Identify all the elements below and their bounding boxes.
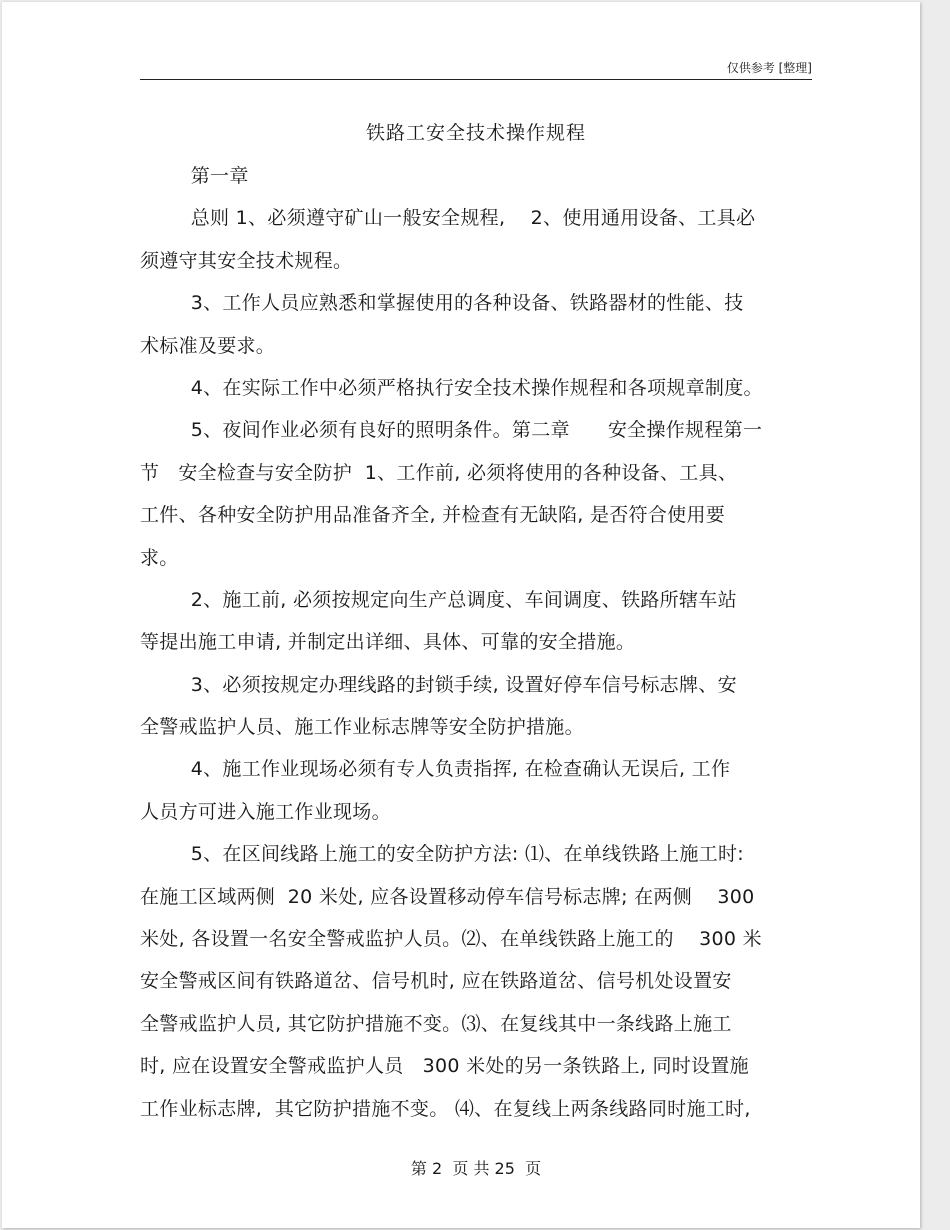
- body-line: 全警戒监护人员, 其它防护措施不变。⑶、在复线其中一条线路上施工: [140, 1012, 732, 1035]
- body-line: 全警戒监护人员、施工作业标志牌等安全防护措施。: [140, 716, 584, 739]
- body-line: 5、夜间作业必须有良好的照明条件。第二章 安全操作规程第一: [140, 419, 763, 442]
- body-line: 2、施工前, 必须按规定向生产总调度、车间调度、铁路所辖车站: [140, 588, 737, 611]
- body-line: 节 安全检查与安全防护 1、工作前, 必须将使用的各种设备、工具、: [140, 461, 738, 484]
- body-line: 术标准及要求。: [140, 334, 276, 357]
- header-label: 仅供参考 [整理]: [726, 61, 812, 75]
- body-line: 5、在区间线路上施工的安全防护方法: ⑴、在单线铁路上施工时:: [140, 843, 744, 866]
- body-line: 工作业标志牌, 其它防护措施不变。 ⑷、在复线上两条线路同时施工时,: [140, 1097, 751, 1120]
- body-line: 4、在实际工作中必须严格执行安全技术操作规程和各项规章制度。: [140, 376, 763, 399]
- body-line: 工件、各种安全防护用品准备齐全, 并检查有无缺陷, 是否符合使用要: [140, 504, 726, 527]
- body-line: 人员方可进入施工作业现场。: [140, 800, 391, 823]
- body-line: 4、施工作业现场必须有专人负责指挥, 在检查确认无误后, 工作: [140, 758, 731, 781]
- body-line: 3、工作人员应熟悉和掌握使用的各种设备、铁路器材的性能、技: [140, 292, 744, 315]
- body-line: 求。: [140, 546, 179, 569]
- body-line: 安全警戒区间有铁路道岔、信号机时, 应在铁路道岔、信号机处设置安: [140, 970, 732, 993]
- body-line: 等提出施工申请, 并制定出详细、具体、可靠的安全措施。: [140, 631, 636, 654]
- body-line: 米处, 各设置一名安全警戒监护人员。⑵、在单线铁路上施工的 300 米: [140, 928, 762, 951]
- body-line: 须遵守其安全技术规程。: [140, 249, 353, 272]
- document-body: [140, 155, 820, 1130]
- body-line: 第一章: [140, 165, 249, 187]
- header-divider: [140, 79, 812, 80]
- body-line: 时, 应在设置安全警戒监护人员 300 米处的另一条铁路上, 同时设置施: [140, 1055, 749, 1078]
- document-title: 铁路工安全技术操作规程: [365, 122, 586, 144]
- document-page: [2, 2, 920, 1228]
- page-number-footer: 第 2 页 共 25 页: [410, 1159, 542, 1178]
- body-line: 总则 1、必须遵守矿山一般安全规程, 2、使用通用设备、工具必: [140, 207, 756, 230]
- body-line: 在施工区域两侧 20 米处, 应各设置移动停车信号标志牌; 在两侧 300: [140, 885, 755, 908]
- body-line: 3、必须按规定办理线路的封锁手续, 设置好停车信号标志牌、安: [140, 673, 737, 696]
